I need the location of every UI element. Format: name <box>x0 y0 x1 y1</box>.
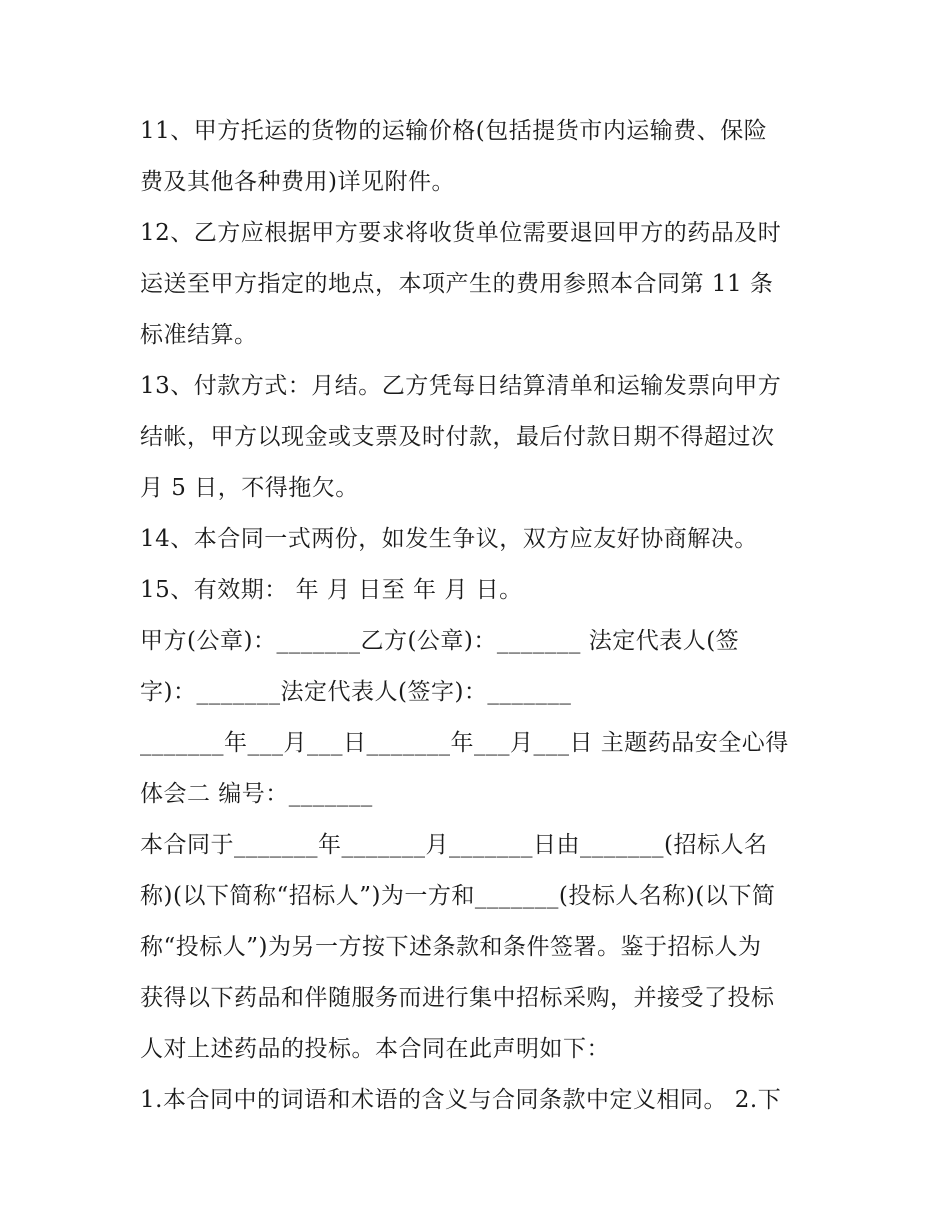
text-line: 获得以下药品和伴随服务而进行集中招标采购，并接受了投标 <box>140 985 775 1011</box>
text-line: 14、本合同一式两份，如发生争议，双方应友好协商解决。 <box>140 526 758 552</box>
text-line: 15、有效期： 年 月 日至 年 月 日。 <box>140 577 523 603</box>
text-line: 1.本合同中的词语和术语的含义与合同条款中定义相同。 2.下 <box>140 1087 782 1113</box>
document-body <box>140 106 820 1126</box>
text-line: 人对上述药品的投标。本合同在此声明如下： <box>140 1036 610 1062</box>
text-line: 运送至甲方指定的地点，本项产生的费用参照本合同第 11 条 <box>140 271 774 297</box>
text-line: _______年___月___日_______年___月___日 主题药品安全心得 <box>140 730 789 756</box>
text-line: 12、乙方应根据甲方要求将收货单位需要退回甲方的药品及时 <box>140 220 782 246</box>
text-line: 结帐，甲方以现金或支票及时付款，最后付款日期不得超过次 <box>140 424 775 450</box>
text-line: 体会二 编号：_______ <box>140 781 373 807</box>
text-line: 字)：_______法定代表人(签字)：_______ <box>140 679 572 705</box>
text-line: 甲方(公章)：_______乙方(公章)：_______ 法定代表人(签 <box>140 628 740 654</box>
text-line: 称“投标人”)为另一方按下述条款和条件签署。鉴于招标人为 <box>140 934 762 960</box>
text-line: 费及其他各种费用)详见附件。 <box>140 169 455 195</box>
text-line: 本合同于_______年_______月_______日由_______(招标人名 <box>140 832 768 858</box>
text-line: 称)(以下简称“招标人”)为一方和_______(投标人名称)(以下简 <box>140 883 776 909</box>
text-line: 11、甲方托运的货物的运输价格(包括提货市内运输费、保险 <box>140 118 768 144</box>
text-line: 标准结算。 <box>140 322 258 348</box>
text-line: 13、付款方式：月结。乙方凭每日结算清单和运输发票向甲方 <box>140 373 782 399</box>
text-line: 月 5 日，不得拖欠。 <box>140 475 359 501</box>
